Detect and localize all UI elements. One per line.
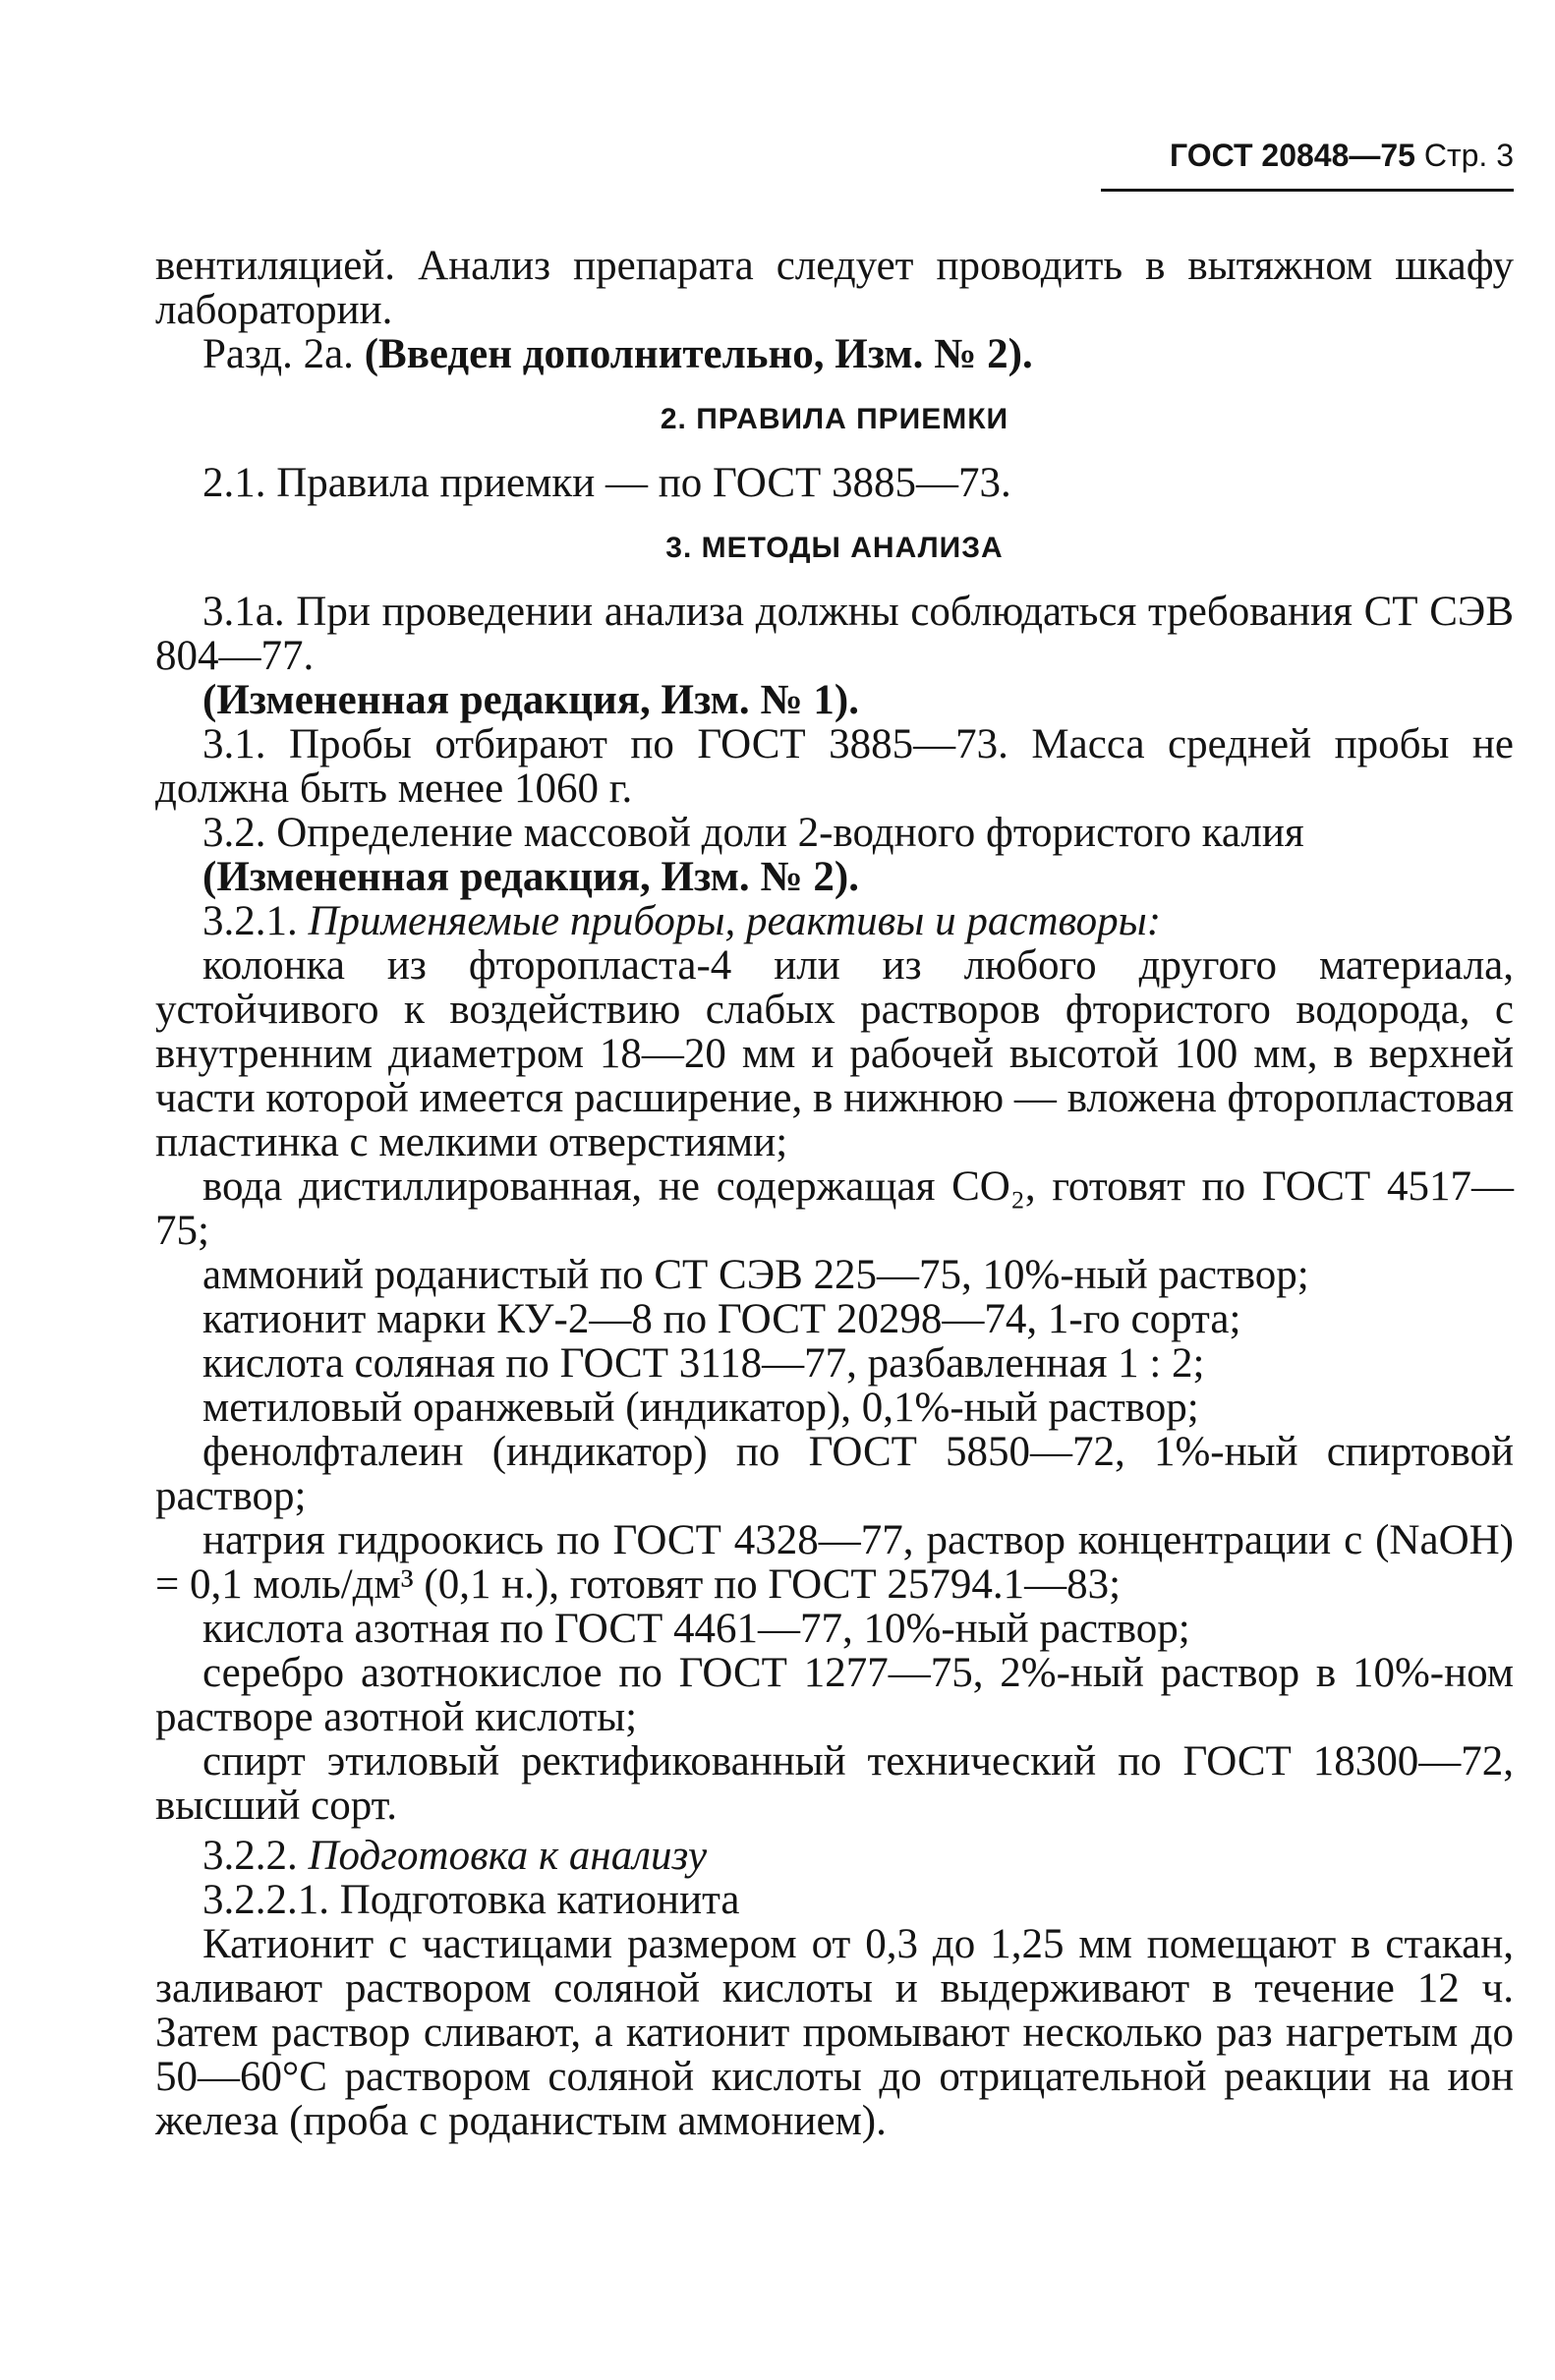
reagent-item-nitric-acid: кислота азотная по ГОСТ 4461—77, 10%-ный раствор; bbox=[202, 1606, 1190, 1652]
section-2a-label: Разд. 2а. bbox=[202, 331, 365, 377]
reagent-item-column: колонка из фторопласта-4 или из любого другого материала, устойчивого к воздействию слабых растворов фтористого водорода, с внутренним диаметром 18—20 мм и рабочей высотой 100 мм, в верхней части которой имеется расширение, в нижнюю — вложена фторопластовая пластинка с мелкими отверстиями; bbox=[155, 942, 1514, 1165]
reagent-item-ammonium: аммоний роданистый по СТ СЭВ 225—75, 10%-ный раствор; bbox=[202, 1252, 1309, 1298]
clause-3-2-2-1: 3.2.2.1. Подготовка катионита bbox=[202, 1877, 740, 1923]
clause-3-2-1 bbox=[155, 899, 1514, 943]
paragraph-cationite-preparation: Катионит с частицами размером от 0,3 до 1,25 мм помещают в стакан, заливают раствором соляной кислоты и выдерживают в течение 12 ч. Затем раствор сливают, а катионит промывают несколько раз нагретым до 50—60°С раствором соляной кислоты до отрицательной реакции на ион железа (проба с роданистым аммонием). bbox=[155, 1921, 1514, 2144]
reagent-item-phenolphthalein: фенолфталеин (индикатор) по ГОСТ 5850—72, 1%-ный спиртовой раствор; bbox=[155, 1429, 1514, 1519]
section-heading-acceptance: 2. ПРАВИЛА ПРИЕМКИ bbox=[660, 403, 1009, 435]
reagent-item-hcl: кислота соляная по ГОСТ 3118—77, разбавленная 1 : 2; bbox=[202, 1340, 1205, 1387]
reagent-item-methyl-orange: метиловый оранжевый (индикатор), 0,1%-ный раствор; bbox=[202, 1385, 1199, 1431]
reagent-item-silver-nitrate: серебро азотнокислое по ГОСТ 1277—75, 2%-ный раствор в 10%-ном растворе азотной кислоты; bbox=[155, 1650, 1514, 1740]
header-rule bbox=[1101, 189, 1514, 192]
page-header bbox=[1101, 136, 1514, 175]
document-body bbox=[155, 244, 1514, 2143]
reagent-item-ethanol: спирт этиловый ректификованный технический по ГОСТ 18300—72, высший сорт. bbox=[155, 1738, 1514, 1829]
paragraph-ventilation: вентиляцией. Анализ препарата следует проводить в вытяжном шкафу лаборатории. bbox=[155, 243, 1514, 333]
clause-3-2-2-number: 3.2.2. bbox=[202, 1833, 309, 1879]
reagent-item-water: вода дистиллированная, не содержащая CO₂, готовят по ГОСТ 4517—75; bbox=[155, 1163, 1514, 1254]
clause-3-2-2-title: Подготовка к анализу bbox=[308, 1833, 708, 1879]
clause-3-2: 3.2. Определение массовой доли 2-водного фтористого калия bbox=[202, 810, 1304, 856]
clause-3-1a-amendment: (Измененная редакция, Изм. № 1). bbox=[202, 677, 859, 723]
paragraph-section-2a-note bbox=[155, 332, 1514, 376]
amendment-note: (Введен дополнительно, Изм. № 2). bbox=[364, 331, 1033, 377]
clause-3-2-1-title: Применяемые приборы, реактивы и растворы: bbox=[308, 898, 1162, 944]
clause-3-2-1-number: 3.2.1. bbox=[202, 898, 309, 944]
section-heading-methods: 3. МЕТОДЫ АНАЛИЗА bbox=[665, 532, 1004, 564]
clause-3-2-amendment: (Измененная редакция, Изм. № 2). bbox=[202, 854, 859, 900]
reagent-item-cationite: катионит марки КУ-2—8 по ГОСТ 20298—74, 1-го сорта; bbox=[202, 1296, 1241, 1342]
clause-3-2-2 bbox=[155, 1834, 1514, 1878]
clause-3-1a: 3.1а. При проведении анализа должны соблюдаться требования СТ СЭВ 804—77. bbox=[155, 589, 1514, 679]
clause-3-1: 3.1. Пробы отбирают по ГОСТ 3885—73. Масса средней пробы не должна быть менее 1060 г. bbox=[155, 721, 1514, 812]
page-number: Стр. 3 bbox=[1423, 138, 1514, 173]
standard-number: ГОСТ 20848—75 bbox=[1170, 138, 1415, 173]
reagent-item-naoh: натрия гидроокись по ГОСТ 4328—77, раствор концентрации с (NaOH) = 0,1 моль/дм³ (0,1 н.), готовят по ГОСТ 25794.1—83; bbox=[155, 1517, 1514, 1608]
clause-2-1: 2.1. Правила приемки — по ГОСТ 3885—73. bbox=[202, 460, 1011, 506]
